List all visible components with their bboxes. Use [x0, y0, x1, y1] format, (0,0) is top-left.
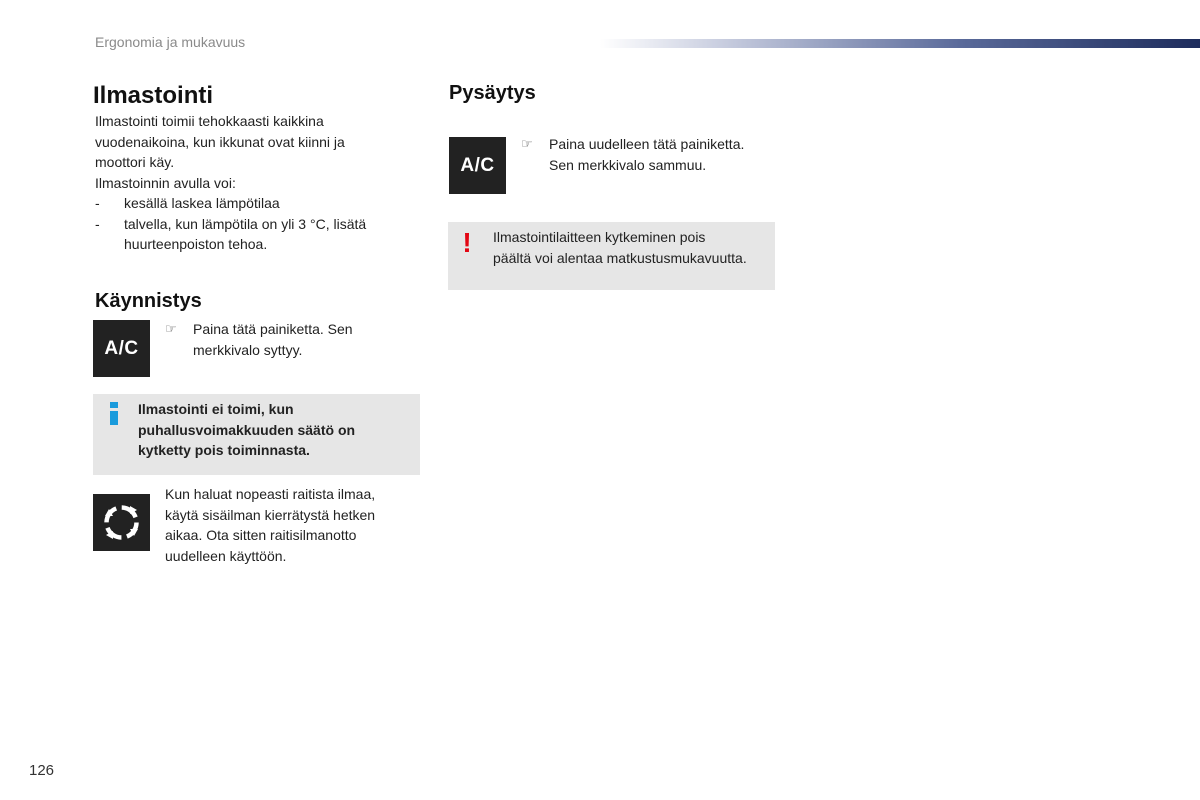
- ac-button-icon: A/C: [93, 320, 150, 377]
- bullet-dash: -: [95, 195, 100, 211]
- exclamation-icon: !: [462, 227, 472, 258]
- start-instruction: [165, 319, 405, 360]
- header-gradient-bar: [600, 39, 1200, 48]
- warning-note-text: [493, 227, 768, 268]
- bullet-item: [95, 214, 415, 255]
- recirculation-line: aikaa. Ota sitten raitisilmanotto: [165, 527, 357, 543]
- stop-instruction: [521, 134, 781, 175]
- recirculation-line: uudelleen käyttöön.: [165, 547, 287, 564]
- pointing-hand-icon: ☞: [165, 321, 177, 336]
- warning-line: Ilmastointilaitteen kytkeminen pois: [493, 229, 706, 245]
- info-icon: [110, 402, 118, 426]
- page-number: 126: [29, 762, 55, 779]
- chapter-title: Ergonomia ja mukavuus: [95, 34, 246, 50]
- recirculation-line: käytä sisäilman kierrätystä hetken: [165, 506, 376, 523]
- instruction-line: Sen merkkivalo sammuu.: [549, 156, 707, 173]
- recirculation-text: [165, 484, 405, 566]
- intro-line: Ilmastoinnin avulla voi:: [95, 174, 236, 191]
- intro-line: vuodenaikoina, kun ikkunat ovat kiinni ja: [95, 133, 345, 150]
- subheading-kaynnistys: Käynnistys: [95, 290, 202, 312]
- subheading-pysaytys: Pysäytys: [449, 82, 536, 104]
- bullet-text: talvella, kun lämpötila on yli 3 °C, lisätä: [124, 215, 367, 232]
- warning-note-panel: [448, 222, 775, 290]
- ac-button-icon: A/C: [449, 137, 506, 194]
- info-line: kytketty pois toiminnasta.: [138, 442, 310, 458]
- intro-text: [95, 111, 415, 255]
- bullet-list: [95, 193, 415, 255]
- info-line: Ilmastointi ei toimi, kun: [138, 401, 294, 417]
- instruction-line: Paina tätä painiketta. Sen: [193, 321, 353, 337]
- bullet-item: [95, 193, 415, 214]
- section-title-ilmastointi: Ilmastointi: [93, 82, 214, 109]
- bullet-text: huurteenpoiston tehoa.: [124, 236, 268, 252]
- intro-line: moottori käy.: [95, 154, 175, 170]
- pointing-hand-icon: ☞: [521, 136, 533, 151]
- info-note-text: [138, 399, 398, 461]
- bullet-dash: -: [95, 215, 100, 232]
- recirculation-icon: [93, 494, 150, 551]
- info-note-panel: [93, 394, 420, 475]
- recirculation-line: Kun haluat nopeasti raitista ilmaa,: [165, 486, 376, 502]
- warning-line: päältä voi alentaa matkustusmukavuutta.: [493, 249, 747, 266]
- info-line: puhallusvoimakkuuden säätö on: [138, 421, 356, 438]
- instruction-line: Paina uudelleen tätä painiketta.: [549, 136, 745, 152]
- instruction-line: merkkivalo syttyy.: [193, 341, 303, 358]
- bullet-text: kesällä laskea lämpötilaa: [124, 195, 280, 211]
- intro-line: Ilmastointi toimii tehokkaasti kaikkina: [95, 113, 324, 129]
